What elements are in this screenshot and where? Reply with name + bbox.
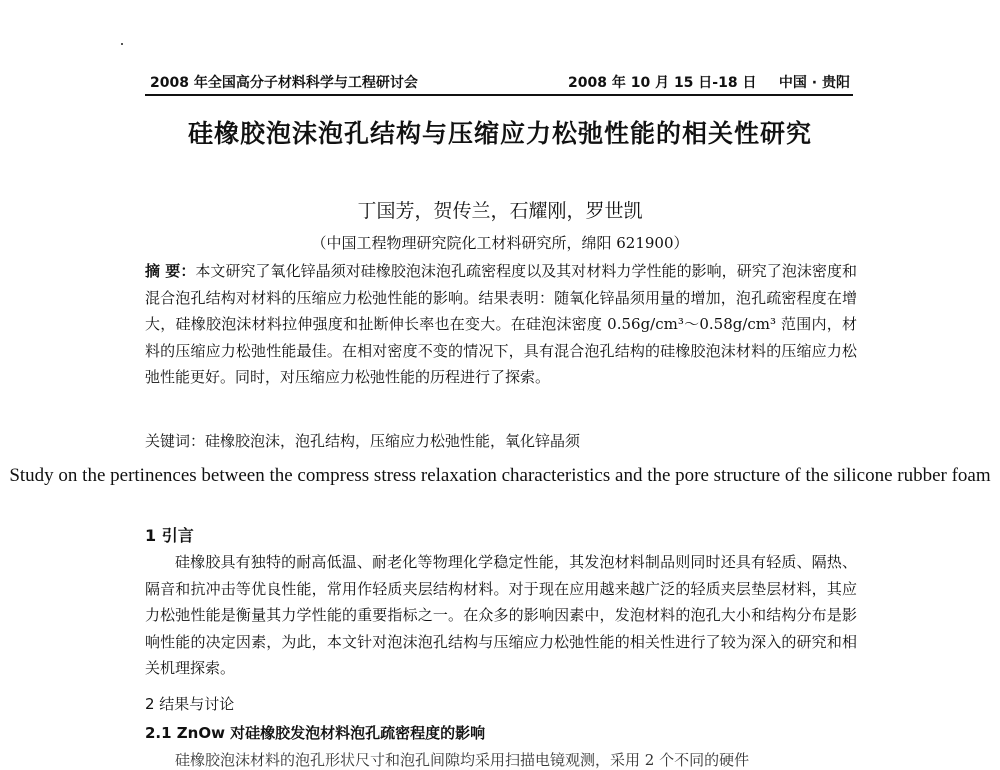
header-date: 2008 年 10 月 15 日-18 日: [568, 75, 757, 91]
keywords-label: 关键词：: [145, 432, 206, 450]
header-location: 中国 · 贵阳: [778, 75, 850, 91]
scan-speck: [121, 43, 123, 45]
english-title: Study on the pertinences between the compress stress relaxation characteristics and the pore structure of the silicone rubber foam: [9, 465, 991, 486]
running-header: [150, 70, 850, 94]
paper-authors: 丁国芳，贺传兰，石耀刚，罗世凯: [357, 200, 643, 222]
abstract-text: 本文研究了氧化锌晶须对硅橡胶泡沫泡孔疏密程度以及其对材料力学性能的影响，研究了泡沫密度和混合泡孔结构对材料的压缩应力松弛性能的影响。结果表明：随氧化锌晶须用量的增加，泡孔疏密程度在增大，硅橡胶泡沫材料拉伸强度和扯断伸长率也在变大。在硅泡沫密度 0.56g/cm³～0.58g/cm³ 范围内，材料的压缩应力松弛性能最佳。在相对密度不变的情况下，具有混合泡孔结构的硅橡胶泡沫材料的压缩应力松弛性能更好。同时，对压缩应力松弛性能的历程进行了探索。: [145, 262, 857, 386]
keywords: [145, 430, 857, 451]
section-1-text: 硅橡胶具有独特的耐高低温、耐老化等物理化学稳定性能，其发泡材料制品则同时还具有轻质、隔热、隔音和抗冲击等优良性能，常用作轻质夹层结构材料。对于现在应用越来越广泛的轻质夹层垫层材料，其应力松弛性能是衡量其力学性能的重要指标之一。在众多的影响因素中，发泡材料的泡孔大小和结构分布是影响性能的决定因素，为此，本文针对泡沫泡孔结构与压缩应力松弛性能的相关性进行了较为深入的研究和相关机理探索。: [145, 553, 857, 677]
paper-affiliation: （中国工程物理研究院化工材料研究所，绵阳 621900）: [311, 234, 689, 252]
keywords-text: 硅橡胶泡沫，泡孔结构，压缩应力松弛性能，氧化锌晶须: [205, 432, 581, 450]
paper-title: 硅橡胶泡沫泡孔结构与压缩应力松弛性能的相关性研究: [187, 119, 812, 148]
section-2-1-heading: 2.1 ZnOw 对硅橡胶发泡材料泡孔疏密程度的影响: [145, 724, 486, 742]
section-2-heading: 2 结果与讨论: [145, 695, 235, 713]
header-conference: 2008 年全国高分子材料科学与工程研讨会: [150, 75, 418, 91]
section-1-heading: 1 引言: [145, 526, 194, 545]
abstract-label: 摘 要：: [145, 262, 196, 280]
section-2-1-text-cutoff: 硅橡胶泡沫材料的泡孔形状尺寸和泡孔间隙均采用扫描电镜观测，采用 2 个不同的硬件: [175, 751, 750, 769]
abstract: [145, 258, 857, 391]
header-rule: [145, 94, 853, 96]
